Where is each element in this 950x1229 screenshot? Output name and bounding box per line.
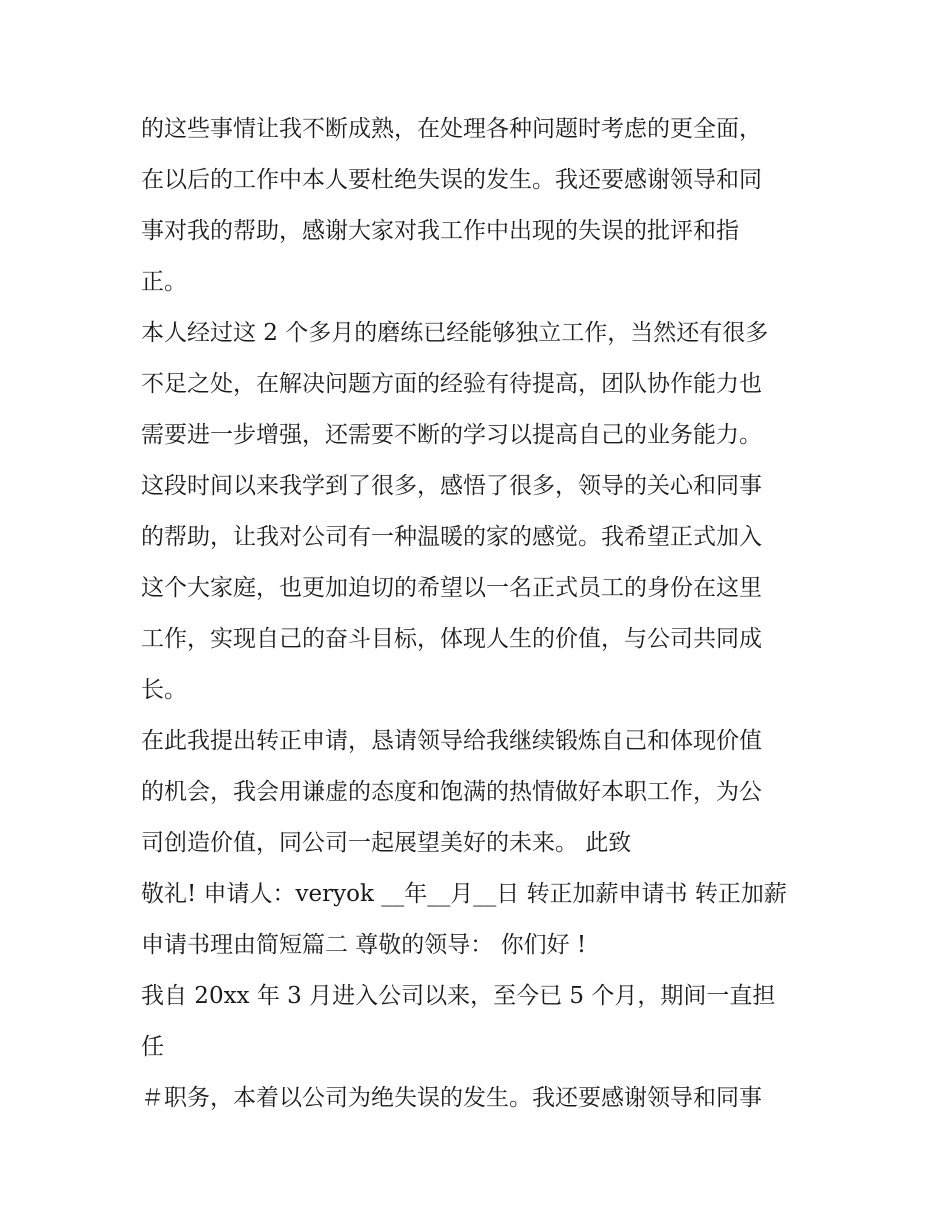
text-line: ＃职务，本着以公司为绝失误的发生。我还要感谢领导和同事 [141,1085,762,1111]
text-line: 不足之处，在解决问题方面的经验有待提高，团队协作能力也 [141,371,762,397]
text-line: 的这些事情让我不断成熟，在处理各种问题时考虑的更全面， [141,116,762,142]
text-line: 任 [141,1034,164,1060]
text-line: 在以后的工作中本人要杜绝失误的发生。我还要感谢领导和同 [141,167,762,193]
document-body [141,104,821,1124]
text-line: 的帮助，让我对公司有一种温暖的家的感觉。我希望正式加入 [141,524,762,550]
text-line: 申请书理由简短篇二 尊敬的领导： 你们好 ! [141,932,587,958]
text-line: 事对我的帮助，感谢大家对我工作中出现的失误的批评和指 [141,218,739,244]
text-line: 敬礼! 申请人：veryok __年__月__日 转正加薪申请书 转正加薪 [141,881,787,907]
text-line: 长。 [141,677,187,703]
text-line: 我自 20xx 年 3 月进入公司以来，至今已 5 个月，期间一直担 [141,983,776,1009]
text-line: 在此我提出转正申请，恳请领导给我继续锻炼自己和体现价值 [141,728,762,754]
text-line: 本人经过这 2 个多月的磨练已经能够独立工作，当然还有很多 [141,320,769,346]
text-line: 正。 [141,269,187,295]
text-line: 司创造价值，同公司一起展望美好的未来。 此致 [141,830,632,856]
text-line: 这个大家庭，也更加迫切的希望以一名正式员工的身份在这里 [141,575,762,601]
text-line: 的机会，我会用谦虚的态度和饱满的热情做好本职工作，为公 [141,779,762,805]
text-line: 这段时间以来我学到了很多，感悟了很多，领导的关心和同事 [141,473,762,499]
text-line: 需要进一步增强，还需要不断的学习以提高自己的业务能力。 [141,422,762,448]
text-line: 工作，实现自己的奋斗目标，体现人生的价值，与公司共同成 [141,626,762,652]
